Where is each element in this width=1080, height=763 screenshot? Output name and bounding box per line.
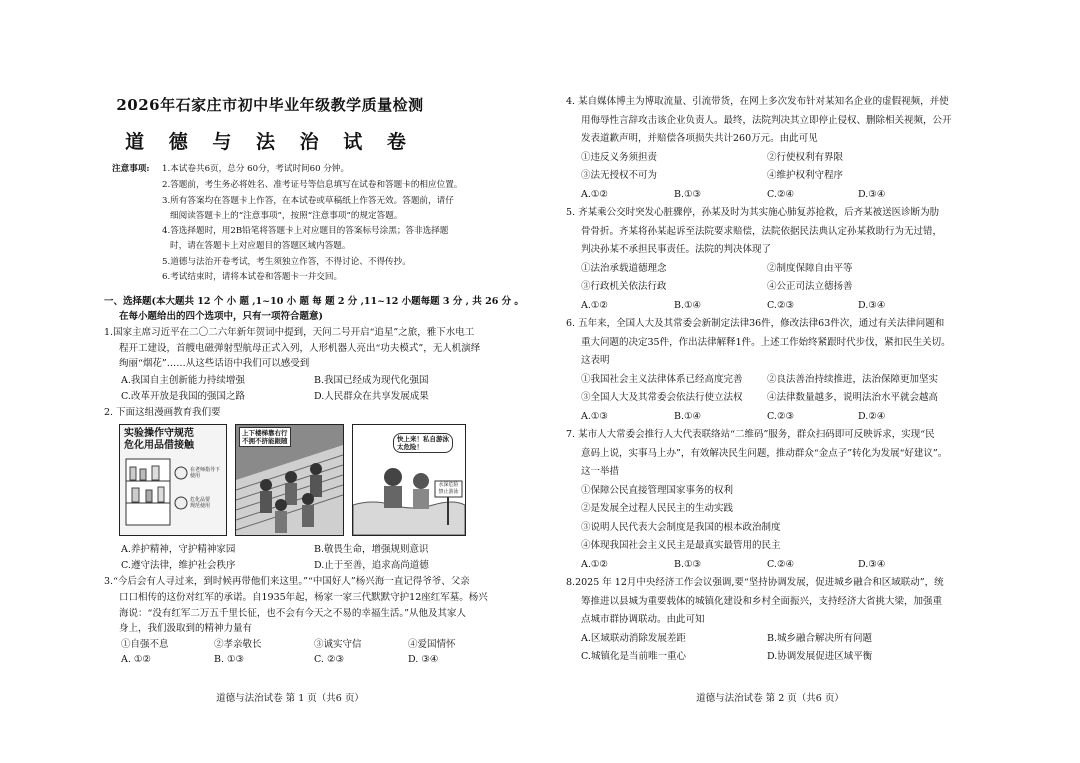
question-4: 4. 某自媒体博主为博取流量、引流带货，在网上多次发布针对某知名企业的虚假视频，并使 <box>566 96 949 107</box>
q3-option: A. ①② <box>121 654 151 665</box>
notice-label: 注意事项: <box>112 164 150 174</box>
q6-item: ④法律数量越多，说明法治水平就会越高 <box>767 392 939 403</box>
page-footer: 道德与法治试卷 第 2 页（共6 页） <box>696 693 844 704</box>
q4-item: ④维护权利守程序 <box>767 170 844 181</box>
q7-option: A.①② <box>581 559 608 570</box>
notice-line: 5.道德与法治开卷考试，考生须独立作答，不得讨论、不得传抄。 <box>162 257 411 267</box>
notice-line: 2.答题前，考生务必将姓名、准考证号等信息填写在试卷和答题卡的相应位置。 <box>162 180 463 190</box>
question-3: 口口相传的这份对红军的承诺。自1935年起，杨家一家三代默默守护12座红军墓。杨兴 <box>119 592 488 603</box>
q3-option: C. ②③ <box>314 654 345 665</box>
q2-option: D.止于至善，追求高尚道德 <box>314 560 429 571</box>
lab-shelf-illustration <box>120 425 226 535</box>
notice-line: 3.所有答案均在答题卡上作答，在本试卷或草稿纸上作答无效。答题前，请仔 <box>162 196 454 206</box>
comic-caption-line: 不拥不挤能跟随 <box>242 437 288 445</box>
question-4: 发表道歉声明，并赔偿各项损失共计260万元。由此可见 <box>581 133 818 144</box>
q6-option: B.①④ <box>674 411 702 422</box>
exam-title: 2026年石家庄市初中毕业年级教学质量检测 <box>116 96 424 114</box>
q3-item: ②孝亲敬长 <box>214 639 262 650</box>
question-1: 绚丽“烟花”……从这些话语中我们可以感受到 <box>119 358 310 369</box>
q8-option: B.城乡融合解决所有问题 <box>767 633 873 644</box>
q5-option: D.③④ <box>858 300 886 311</box>
page-footer: 道德与法治试卷 第 1 页（共6 页） <box>216 693 364 704</box>
q7-option: C.②④ <box>767 559 794 570</box>
sign-line: 水深危险 <box>438 482 459 488</box>
q4-option: B.①③ <box>674 189 702 200</box>
q4-item: ①违反义务须担责 <box>581 152 658 163</box>
q7-item: ④体现我国社会主义民主是最真实最管用的民主 <box>581 540 781 551</box>
question-1: 1.国家主席习近平在二〇二六年新年贺词中提到，天问二号开启“追星”之旅，雅下水电工 <box>104 327 475 338</box>
question-8: 筹推进以县城为重要载体的城镇化建设和乡村全面振兴，支持经济大省挑大梁，加强重 <box>581 596 943 607</box>
q1-option: A.我国自主创新能力持续增强 <box>121 375 245 386</box>
q2-option: C.遵守法律，维护社会秩序 <box>121 560 236 571</box>
section-heading: 在每小题给出的四个选项中，只有一项符合题意) <box>119 311 323 322</box>
question-3: 海说：“没有红军二万五千里长征，也不会有今天之不易的幸福生活。”从他及其家人 <box>119 608 466 619</box>
q3-item: ①自强不息 <box>121 639 169 650</box>
q4-item: ③法无授权不可为 <box>581 170 658 181</box>
q5-item: ④公正司法立德扬善 <box>767 281 853 292</box>
q4-option: A.①② <box>581 189 608 200</box>
exam-page-2 <box>540 0 1080 763</box>
comic-title: 危化用品借接触 <box>124 440 194 451</box>
comic-note: 规范使用 <box>190 503 211 509</box>
comic-note: 在老师指导下 <box>190 467 221 473</box>
question-6: 6. 五年来，全国人大及其常委会新制定法律36件，修改法律63件次，通过有关法律问题和 <box>566 318 945 329</box>
q5-option: B.①④ <box>674 300 702 311</box>
question-7: 意码上说，实事马上办”，有效解决民生问题，推动群众“金点子”转化为发展“好建议”。 <box>581 448 948 459</box>
q7-option: D.③④ <box>858 559 886 570</box>
q1-option: B.我国已经成为现代化强国 <box>314 375 429 386</box>
q6-item: ②良法善治持续推进，法治保障更加坚实 <box>767 374 939 385</box>
question-4: 用侮辱性言辞攻击该企业负责人。最终，法院判决其立即停止侵权、删除相关视频，公开 <box>581 115 952 126</box>
question-7: 这一举措 <box>581 466 620 477</box>
q5-item: ②制度保障自由平等 <box>767 263 853 274</box>
question-1: 程开工建设，首艘电磁弹射型航母正式入列，人形机器人亮出“功夫模式”，无人机演绎 <box>119 343 481 354</box>
q2-option: B.敬畏生命，增强规则意识 <box>314 544 429 555</box>
question-6: 这表明 <box>581 355 610 366</box>
q7-item: ③说明人民代表大会制度是我国的根本政治制度 <box>581 522 781 533</box>
q7-option: B.①③ <box>674 559 702 570</box>
comic-panel-swimming <box>352 424 466 536</box>
q3-option: B. ①③ <box>214 654 245 665</box>
notice-line: 4.答选择题时，用2B铅笔将答题卡上对应题目的答案标号涂黑；答非选择题 <box>162 226 449 236</box>
section-heading: 一、选择题(本大题共 12 个 小 题 ,1~10 小 题 每 题 2 分 ,11~12 小题每题 3 分 , 共 26 分 。 <box>104 296 524 307</box>
q6-option: C.②③ <box>767 411 794 422</box>
question-2: 2. 下面这组漫画教育我们要 <box>104 407 221 418</box>
q8-option: A.区域联动消除发展差距 <box>581 633 686 644</box>
q8-option: D.协调发展促进区域平衡 <box>767 651 873 662</box>
notice-line: 6.考试结束时，请将本试卷和答题卡一并交回。 <box>162 272 343 282</box>
question-5: 判决孙某不承担民事责任。法院的判决体现了 <box>581 244 772 255</box>
q2-option: A.养护精神，守护精神家园 <box>121 544 236 555</box>
question-6: 重大问题的决定35件，作出法律解释1件。上述工作始终紧跟时代步伐，紧扣民生关切。 <box>581 337 951 348</box>
question-3: 身上，我们汲取到的精神力量有 <box>119 623 253 634</box>
question-7: 7. 某市人大常委会推行人大代表联络站“二维码”服务，群众扫码即可反映诉求，实现“民 <box>566 429 935 440</box>
speech-line: 太危险！ <box>397 443 423 451</box>
q1-option: D.人民群众在共享发展成果 <box>314 391 429 402</box>
comic-title: 实验操作守规范 <box>124 428 194 439</box>
q4-option: D.③④ <box>858 189 886 200</box>
q7-item: ②是发展全过程人民民主的生动实践 <box>581 503 734 514</box>
q4-item: ②行使权利有界限 <box>767 152 844 163</box>
q5-item: ③行政机关依法行政 <box>581 281 667 292</box>
q3-item: ④爱国情怀 <box>408 639 456 650</box>
q8-option: C.城镇化是当前唯一重心 <box>581 651 686 662</box>
q5-option: C.②③ <box>767 300 794 311</box>
question-8: 点城市群协调联动。由此可知 <box>581 614 705 625</box>
question-5: 骨骨折。齐某将孙某起诉至法院要求赔偿，法院依据民法典认定孙某救助行为无过错， <box>581 226 943 237</box>
q7-item: ①保障公民直接管理国家事务的权利 <box>581 485 734 496</box>
comic-note: 使用 <box>190 473 201 479</box>
sign-line: 禁止游泳 <box>438 488 459 495</box>
q6-option: D.②④ <box>858 411 886 422</box>
q6-option: A.①③ <box>581 411 608 422</box>
comic-panel-lab-safety <box>119 424 227 536</box>
notice-line: 细阅读答题卡上的“注意事项”，按照“注意事项”的规定答题。 <box>170 211 403 221</box>
warning-sign <box>436 482 461 495</box>
comic-panel-stairs <box>235 424 344 536</box>
comic-caption <box>239 427 291 447</box>
q5-item: ①法治承载道德理念 <box>581 263 667 274</box>
question-5: 5. 齐某乘公交时突发心脏骤停，孙某及时为其实施心肺复苏抢救，后齐某被送医诊断为肋 <box>566 207 940 218</box>
subject-title: 道 德 与 法 治 试 卷 <box>125 131 415 153</box>
notice-line: 1.本试卷共6页，总分 60分，考试时间60 分钟。 <box>162 164 350 174</box>
comic-note: 危化品要 <box>190 497 211 503</box>
q6-item: ①我国社会主义法律体系已经高度完善 <box>581 374 743 385</box>
speech-line: 快上来！私自游泳 <box>397 435 449 443</box>
question-3: 3.“今后会有人寻过来，到时候再带他们来这里。”“中国好人”杨兴海一直记得爷爷、父亲 <box>104 576 470 587</box>
q4-option: C.②④ <box>767 189 794 200</box>
question-8: 8.2025 年 12月中央经济工作会议强调,要“坚持协调发展，促进城乡融合和区域联动”，统 <box>566 577 944 588</box>
speech-bubble <box>393 433 453 453</box>
q5-option: A.①② <box>581 300 608 311</box>
q3-option: D. ③④ <box>408 654 439 665</box>
notice-line: 时，请在答题卡上对应题目的答题区域内答题。 <box>170 241 351 251</box>
q3-item: ③诚实守信 <box>314 639 362 650</box>
comic-caption-line: 上下楼梯靠右行 <box>242 429 288 437</box>
q6-item: ③全国人大及其常委会依法行使立法权 <box>581 392 743 403</box>
q1-option: C.改革开放是我国的强国之路 <box>121 391 245 402</box>
